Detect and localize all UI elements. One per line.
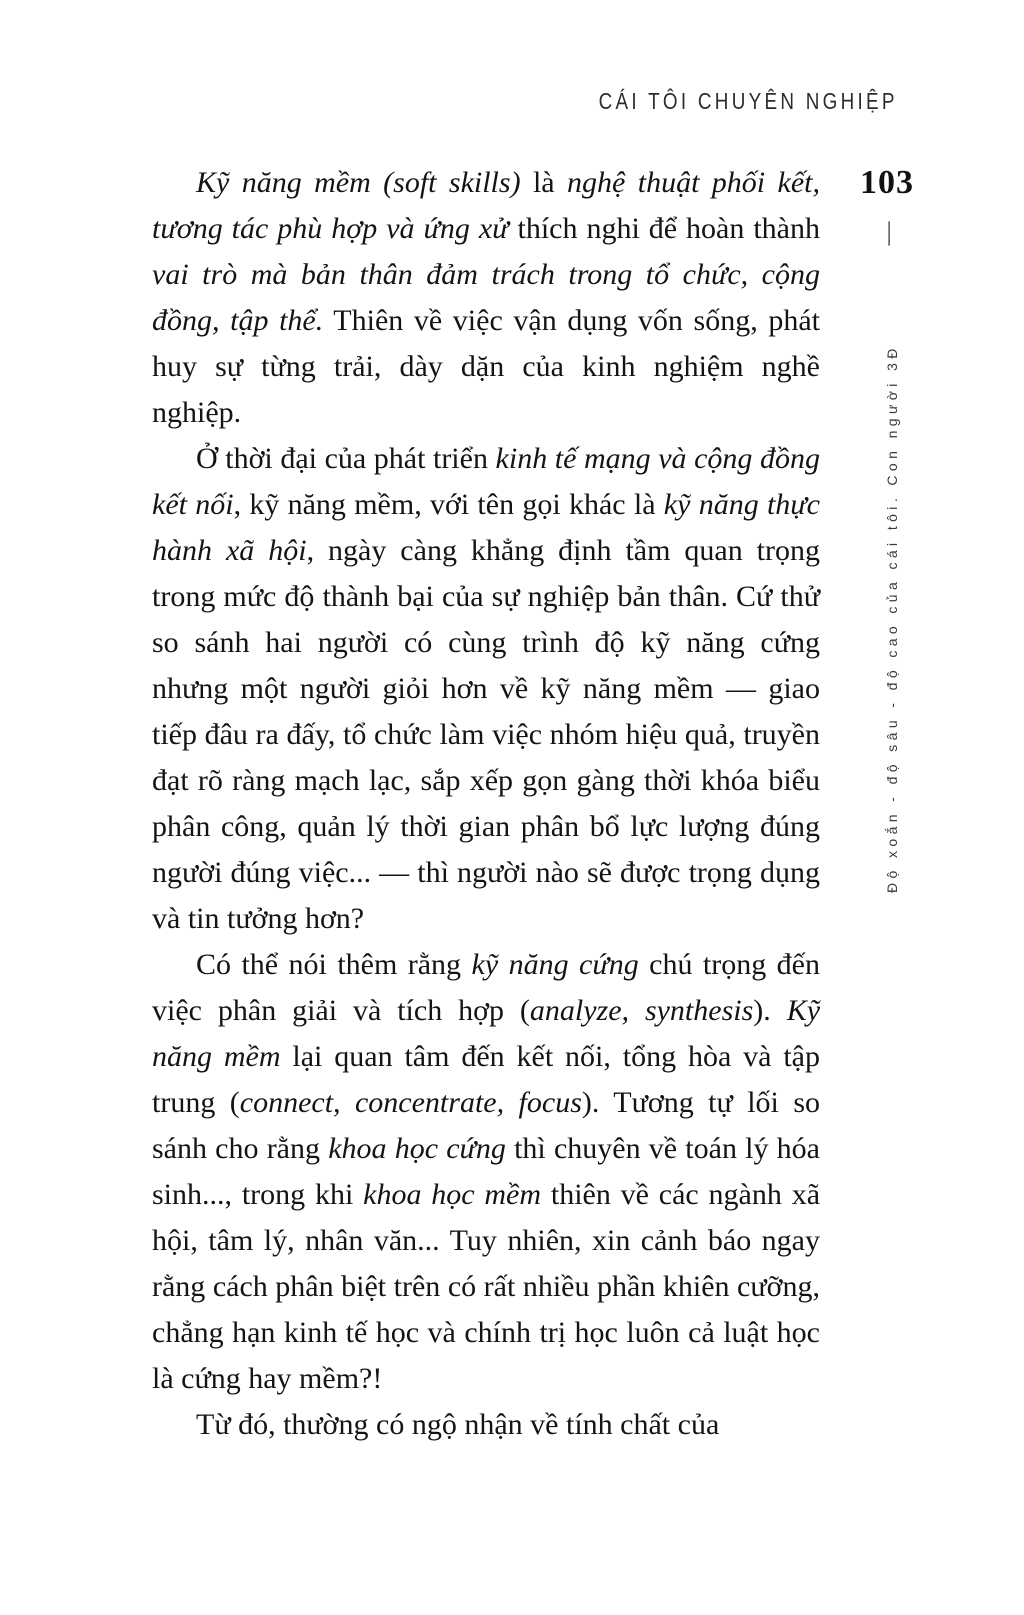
paragraph (152, 160, 820, 436)
sidebar-vertical-caption: Độ xoắn - độ sâu - độ cao của cái tôi. Con người 3Đ (884, 344, 900, 893)
paragraph (152, 1402, 820, 1448)
italic-run: kỹ năng cứng (471, 948, 639, 981)
italic-run: connect, concentrate, focus (239, 1086, 582, 1119)
italic-run: Kỹ năng mềm (soft skills) (196, 166, 521, 199)
text-run: Có thể nói thêm rằng (196, 948, 472, 981)
text-run: là (520, 166, 568, 199)
running-header: CÁI TÔI CHUYÊN NGHIỆP (598, 88, 898, 114)
text-run: , kỹ năng mềm, với tên gọi khác là (233, 488, 664, 521)
italic-run: vai trò mà bản thân đảm trách trong tổ chức, cộng đồng, tập thể. (152, 258, 820, 337)
italic-run: khoa học mềm (363, 1178, 542, 1211)
text-run: , ngày càng khẳng định tầm quan trọng trong mức độ thành bại của sự nghiệp bản thân. Cứ thử so sánh hai người có cùng trình độ kỹ năng cứng nhưng một người giỏi hơn về kỹ năng mềm — giao tiếp đâu ra đấy, tổ chức làm việc nhóm hiệu quả, truyền đạt rõ ràng mạch lạc, sắp xếp gọn gàng thời khóa biểu phân công, quản lý thời gian phân bổ lực lượng đúng người đúng việc... — thì người nào sẽ được trọng dụng và tin tưởng hơn? (152, 534, 820, 935)
italic-run: analyze, synthesis (529, 994, 754, 1027)
italic-run: kỹ năng thực hành xã hội (152, 488, 820, 567)
text-run: Ở thời đại của phát triển (196, 442, 496, 475)
text-run: Thiên về việc vận dụng vốn sống, phát huy sự từng trải, dày dặn của kinh nghiệm nghề nghiệp. (152, 304, 820, 429)
text-run: ). (753, 994, 787, 1027)
paragraph (152, 942, 820, 1402)
page-number: 103 (860, 164, 914, 201)
italic-run: khoa học cứng (328, 1132, 506, 1165)
text-run: lại quan tâm đến kết nối, tổng hòa và tập trung ( (152, 1040, 820, 1119)
text-run: Từ đó, thường có ngộ nhận về tính chất của (196, 1408, 720, 1441)
text-run: chú trọng đến việc phân giải và tích hợp ( (152, 948, 820, 1027)
text-run: thích nghi để hoàn thành (508, 212, 820, 245)
italic-run: nghệ thuật phối kết, tương tác phù hợp và ứng xử (152, 166, 820, 245)
text-run: thì chuyên về toán lý hóa sinh..., trong khi (152, 1132, 820, 1211)
italic-run: Kỹ năng mềm (152, 994, 821, 1073)
text-run: ). Tương tự lối so sánh cho rằng (152, 1086, 820, 1165)
paragraph (152, 436, 820, 942)
sidebar-dash: — (877, 221, 904, 246)
text-run: thiên về các ngành xã hội, tâm lý, nhân văn... Tuy nhiên, xin cảnh báo ngay rằng cách phân biệt trên có rất nhiều phần khiên cưỡng, chẳng hạn kinh tế học và chính trị học luôn cả luật học là cứng hay mềm?! (152, 1178, 821, 1395)
body-text (152, 160, 820, 1448)
italic-run: kinh tế mạng và cộng đồng kết nối (152, 442, 820, 521)
